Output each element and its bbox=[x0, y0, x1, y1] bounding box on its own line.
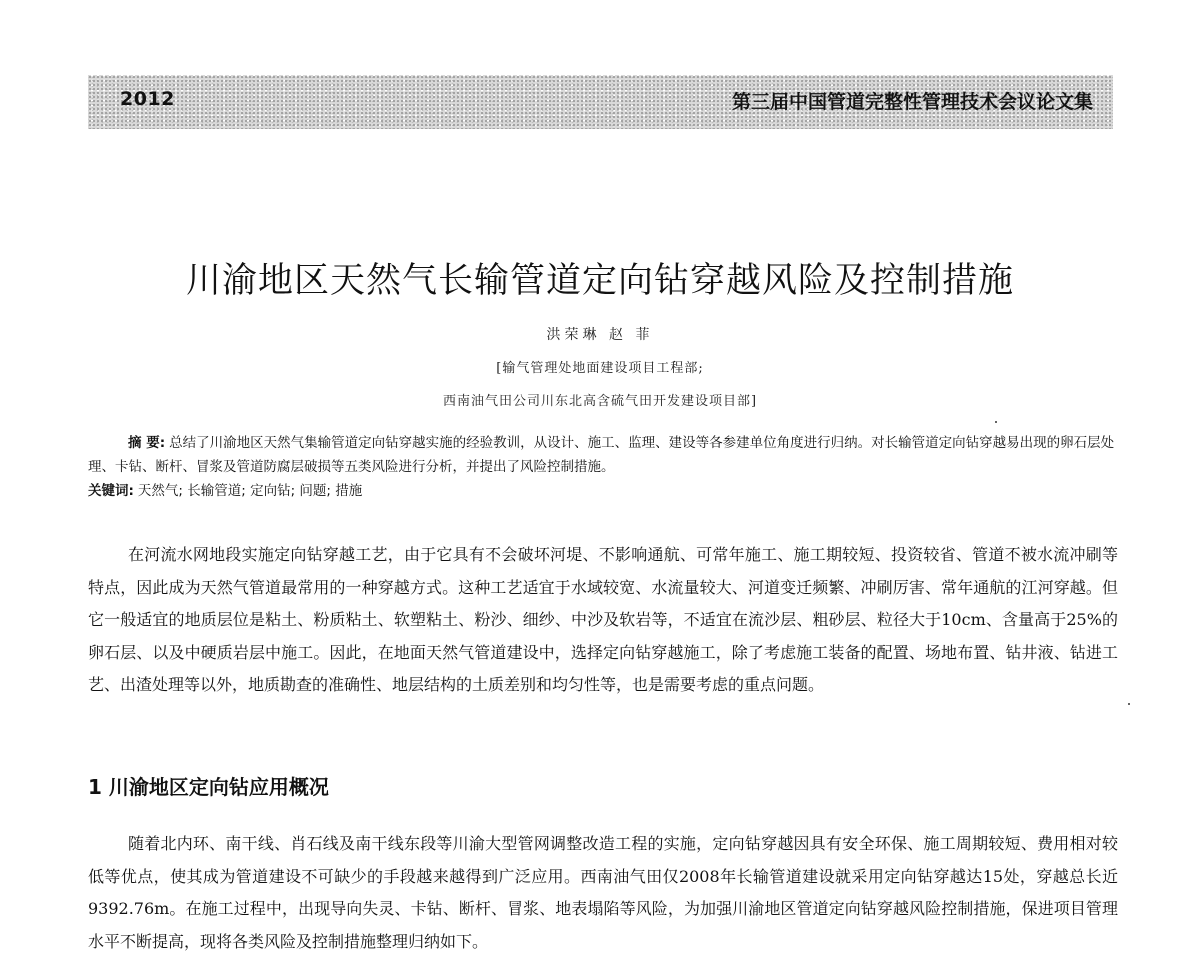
paper-title: 川渝地区天然气长输管道定向钻穿越风险及控制措施 bbox=[185, 261, 1014, 301]
abstract-text: 总结了川渝地区天然气集输管道定向钻穿越实施的经验教训，从设计、施工、监理、建设等各参建单位角度进行归纳。对长输管道定向钻穿越易出现的卵石层处理、卡钻、断杆、冒浆及管道防腐层破损等五类风险进行分析，并提出了风险控制措施。 bbox=[88, 435, 1115, 475]
header-proceedings-title: 第三届中国管道完整性管理技术会议论文集 bbox=[731, 91, 1093, 113]
section-1-heading: 1 川渝地区定向钻应用概况 bbox=[88, 775, 329, 799]
keywords-text: 天然气; 长输管道; 定向钻; 问题; 措施 bbox=[137, 483, 363, 499]
abstract-block bbox=[88, 431, 1115, 503]
scan-speck bbox=[995, 421, 997, 423]
intro-section bbox=[88, 539, 1118, 702]
header-year: 2012 bbox=[120, 88, 175, 110]
paper-authors: 洪荣琳 赵 菲 bbox=[546, 327, 654, 343]
section-1-body bbox=[88, 828, 1118, 958]
affiliation-line-1: [输气管理处地面建设项目工程部; bbox=[496, 361, 704, 376]
scan-speck bbox=[1128, 703, 1130, 705]
intro-paragraph: 在河流水网地段实施定向钻穿越工艺，由于它具有不会破坏河堤、不影响通航、可常年施工、施工期较短、投资较省、管道不被水流冲刷等特点，因此成为天然气管道最常用的一种穿越方式。这种工艺适宜于水域较宽、水流量较大、河道变迁频繁、冲刷厉害、常年通航的江河穿越。但它一般适宜的地质层位是粘土、粉质粘土、软塑粘土、粉沙、细纱、中沙及软岩等，不适宜在流沙层、粗砂层、粒径大于10cm、含量高于25%的卵石层、以及中硬质岩层中施工。因此，在地面天然气管道建设中，选择定向钻穿越施工，除了考虑施工装备的配置、场地布置、钻井液、钻进工艺、出渣处理等以外，地质勘查的准确性、地层结构的土质差别和均匀性等，也是需要考虑的重点问题。 bbox=[88, 545, 1118, 695]
keywords-paragraph bbox=[88, 479, 1115, 503]
abstract-paragraph bbox=[88, 431, 1115, 479]
abstract-label: 摘 要: bbox=[128, 435, 166, 451]
affiliation-line-2: 西南油气田公司川东北高含硫气田开发建设项目部] bbox=[442, 394, 758, 409]
section-1-paragraph: 随着北内环、南干线、肖石线及南干线东段等川渝大型管网调整改造工程的实施，定向钻穿越因具有安全环保、施工周期较短、费用相对较低等优点，使其成为管道建设不可缺少的手段越来越得到广泛应用。西南油气田仅2008年长输管道建设就采用定向钻穿越达15处，穿越总长近9392.76m。在施工过程中，出现导向失灵、卡钻、断杆、冒浆、地表塌陷等风险，为加强川渝地区管道定向钻穿越风险控制措施，保进项目管理水平不断提高，现将各类风险及控制措施整理归纳如下。 bbox=[88, 834, 1118, 951]
keywords-label: 关键词: bbox=[88, 483, 134, 499]
